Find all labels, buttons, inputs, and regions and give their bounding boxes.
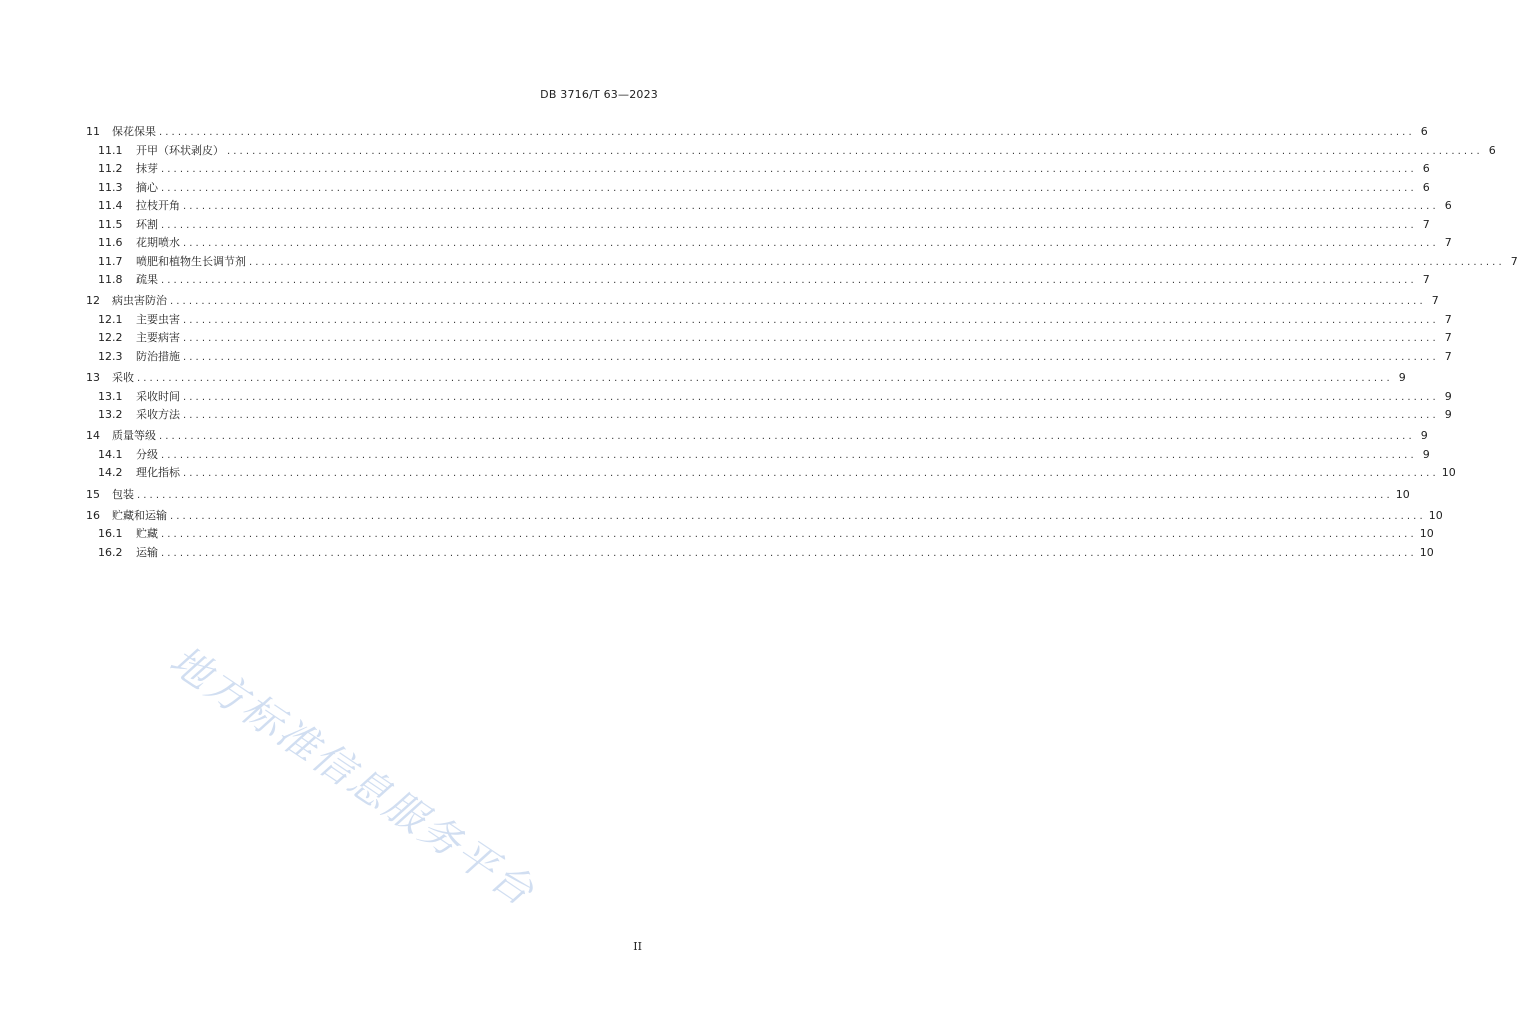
- toc-entry-title: 贮藏: [136, 527, 158, 541]
- toc-entry-page: 7: [1510, 254, 1518, 268]
- toc-entry-title: 采收时间: [136, 389, 180, 403]
- toc-entry-title: 贮藏和运输: [112, 508, 167, 522]
- toc-entry-title: 防治措施: [136, 349, 180, 363]
- toc-entry-page: 9: [1420, 429, 1428, 443]
- toc-entry-number: 11.7: [98, 254, 123, 268]
- toc-entry-page: 10: [1395, 487, 1410, 501]
- toc-entry-title: 花期喷水: [136, 236, 180, 249]
- toc-entry-number: 11.2: [98, 162, 123, 175]
- toc-entry-page: 10: [1441, 466, 1456, 480]
- toc-dot-leader: ........................................................................................................................................................................................................: [161, 275, 1417, 286]
- toc-entry-title: 采收: [112, 371, 134, 385]
- toc-entry[interactable]: [86, 388, 1452, 407]
- toc-entry-number: 11.6: [98, 236, 123, 249]
- toc-dot-leader: ........................................................................................................................................................................................................: [161, 182, 1417, 194]
- toc-entry-page: 7: [1422, 217, 1430, 231]
- toc-entry[interactable]: [86, 427, 1428, 446]
- page-number: II: [633, 940, 642, 953]
- toc-entry-number: 14: [86, 429, 100, 443]
- toc-dot-leader: ........................................................................................................................................................................................................: [161, 529, 1417, 541]
- toc-entry-page: 10: [1419, 527, 1434, 541]
- toc-entry-title: 拉枝开角: [136, 199, 180, 212]
- toc-entry-page: 7: [1444, 312, 1452, 326]
- toc-entry-title: 病虫害防治: [112, 294, 167, 308]
- toc-entry-number: 14.2: [98, 466, 123, 480]
- toc-entry-title: 主要虫害: [136, 312, 180, 326]
- toc-entry-page: 7: [1444, 236, 1452, 249]
- toc-entry-page: 7: [1431, 294, 1439, 308]
- toc-entry-title: 开甲（环状剥皮）: [136, 143, 224, 157]
- toc-dot-leader: ........................................................................................................................................................................................................: [161, 547, 1417, 559]
- toc-entry-title: 保花保果: [112, 125, 156, 138]
- toc-entry[interactable]: [86, 197, 1452, 216]
- toc-dot-leader: ........................................................................................................................................................................................................: [159, 431, 1415, 443]
- toc-entry-title: 环割: [136, 217, 158, 231]
- toc-entry-title: 包装: [112, 487, 134, 501]
- toc-entry-title: 理化指标: [136, 466, 180, 480]
- toc-entry-number: 15: [86, 487, 100, 501]
- toc-dot-leader: ........................................................................................................................................................................................................: [183, 333, 1439, 345]
- toc-entry[interactable]: [86, 271, 1430, 290]
- toc-entry[interactable]: [86, 348, 1452, 367]
- toc-entry[interactable]: [86, 253, 1518, 272]
- toc-entry-page: 10: [1419, 545, 1434, 559]
- toc-entry-page: 6: [1488, 143, 1496, 157]
- toc-entry-number: 12.3: [98, 349, 123, 363]
- toc-entry-number: 13.1: [98, 389, 123, 403]
- toc-entry-page: 9: [1444, 389, 1452, 403]
- toc-dot-leader: ........................................................................................................................................................................................................: [161, 219, 1417, 231]
- toc-entry-number: 16: [86, 508, 100, 522]
- toc-entry[interactable]: [86, 486, 1410, 505]
- toc-entry-number: 11.3: [98, 180, 123, 194]
- toc-entry-page: 6: [1444, 199, 1452, 212]
- toc-dot-leader: ........................................................................................................................................................................................................: [249, 256, 1505, 268]
- toc-entry-page: 7: [1422, 273, 1430, 286]
- toc-entry[interactable]: [86, 123, 1428, 142]
- toc-dot-leader: ........................................................................................................................................................................................................: [170, 296, 1426, 308]
- toc-dot-leader: ........................................................................................................................................................................................................: [183, 201, 1439, 212]
- toc-entry-page: 7: [1444, 331, 1452, 345]
- toc-entry-page: 7: [1444, 349, 1452, 363]
- toc-entry[interactable]: [86, 329, 1452, 348]
- toc-entry[interactable]: [86, 369, 1406, 388]
- toc-entry-number: 12.2: [98, 331, 123, 345]
- toc-entry[interactable]: [86, 142, 1496, 161]
- toc-entry-number: 13.2: [98, 408, 123, 422]
- toc-dot-leader: ........................................................................................................................................................................................................: [159, 127, 1415, 138]
- toc-entry-number: 11: [86, 125, 100, 138]
- toc-entry-title: 疏果: [136, 273, 158, 286]
- toc-entry-page: 9: [1398, 371, 1406, 385]
- toc-dot-leader: ........................................................................................................................................................................................................: [170, 510, 1426, 522]
- toc-entry[interactable]: [86, 216, 1430, 235]
- toc-entry-number: 16.2: [98, 545, 123, 559]
- toc-entry-page: 10: [1428, 508, 1443, 522]
- toc-dot-leader: ........................................................................................................................................................................................................: [183, 391, 1439, 403]
- toc-dot-leader: ........................................................................................................................................................................................................: [183, 238, 1439, 249]
- toc-dot-leader: ........................................................................................................................................................................................................: [183, 410, 1439, 422]
- document-id: DB 3716/T 63—2023: [540, 88, 658, 101]
- toc-entry[interactable]: [86, 525, 1434, 544]
- toc-dot-leader: ........................................................................................................................................................................................................: [161, 449, 1417, 461]
- toc-dot-leader: ........................................................................................................................................................................................................: [183, 314, 1439, 326]
- toc-entry-title: 采收方法: [136, 408, 180, 422]
- toc-entry-number: 14.1: [98, 447, 123, 461]
- toc-entry-page: 6: [1420, 125, 1428, 138]
- toc-entry-title: 主要病害: [136, 331, 180, 345]
- toc-entry-number: 12: [86, 294, 100, 308]
- toc-entry[interactable]: [86, 464, 1456, 483]
- toc-entry-title: 分级: [136, 447, 158, 461]
- toc-entry[interactable]: [86, 507, 1443, 526]
- toc-entry-title: 摘心: [136, 180, 158, 194]
- toc-entry-title: 运输: [136, 545, 158, 559]
- toc-entry-title: 喷肥和植物生长调节剂: [136, 254, 246, 268]
- toc-entry[interactable]: [86, 446, 1430, 465]
- toc-entry-title: 质量等级: [112, 429, 156, 443]
- toc-entry-number: 11.1: [98, 143, 123, 157]
- toc-entry[interactable]: [86, 406, 1452, 425]
- toc-entry-page: 9: [1422, 447, 1430, 461]
- toc-entry-page: 6: [1422, 180, 1430, 194]
- toc-entry[interactable]: [86, 311, 1452, 330]
- toc-dot-leader: ........................................................................................................................................................................................................: [227, 145, 1483, 157]
- toc-entry-number: 12.1: [98, 312, 123, 326]
- toc-entry-number: 11.8: [98, 273, 123, 286]
- toc-dot-leader: ........................................................................................................................................................................................................: [183, 468, 1439, 480]
- toc-entry-number: 13: [86, 371, 100, 385]
- watermark: 地方标准信息服务平台: [161, 637, 544, 917]
- toc-dot-leader: ........................................................................................................................................................................................................: [137, 489, 1393, 501]
- toc-dot-leader: ........................................................................................................................................................................................................: [183, 351, 1439, 363]
- toc-entry-title: 抹芽: [136, 162, 158, 175]
- toc-entry-page: 6: [1422, 162, 1430, 175]
- toc-entry[interactable]: [86, 234, 1452, 253]
- toc-entry-number: 11.5: [98, 217, 123, 231]
- toc-entry[interactable]: [86, 179, 1430, 198]
- toc-entry[interactable]: [86, 544, 1434, 563]
- toc-dot-leader: ........................................................................................................................................................................................................: [137, 373, 1393, 385]
- toc-entry-number: 11.4: [98, 199, 123, 212]
- toc-dot-leader: ........................................................................................................................................................................................................: [161, 164, 1417, 175]
- toc-entry-number: 16.1: [98, 527, 123, 541]
- toc-entry[interactable]: [86, 160, 1430, 179]
- table-of-contents: [86, 123, 1518, 562]
- toc-entry-page: 9: [1444, 408, 1452, 422]
- toc-entry[interactable]: [86, 292, 1439, 311]
